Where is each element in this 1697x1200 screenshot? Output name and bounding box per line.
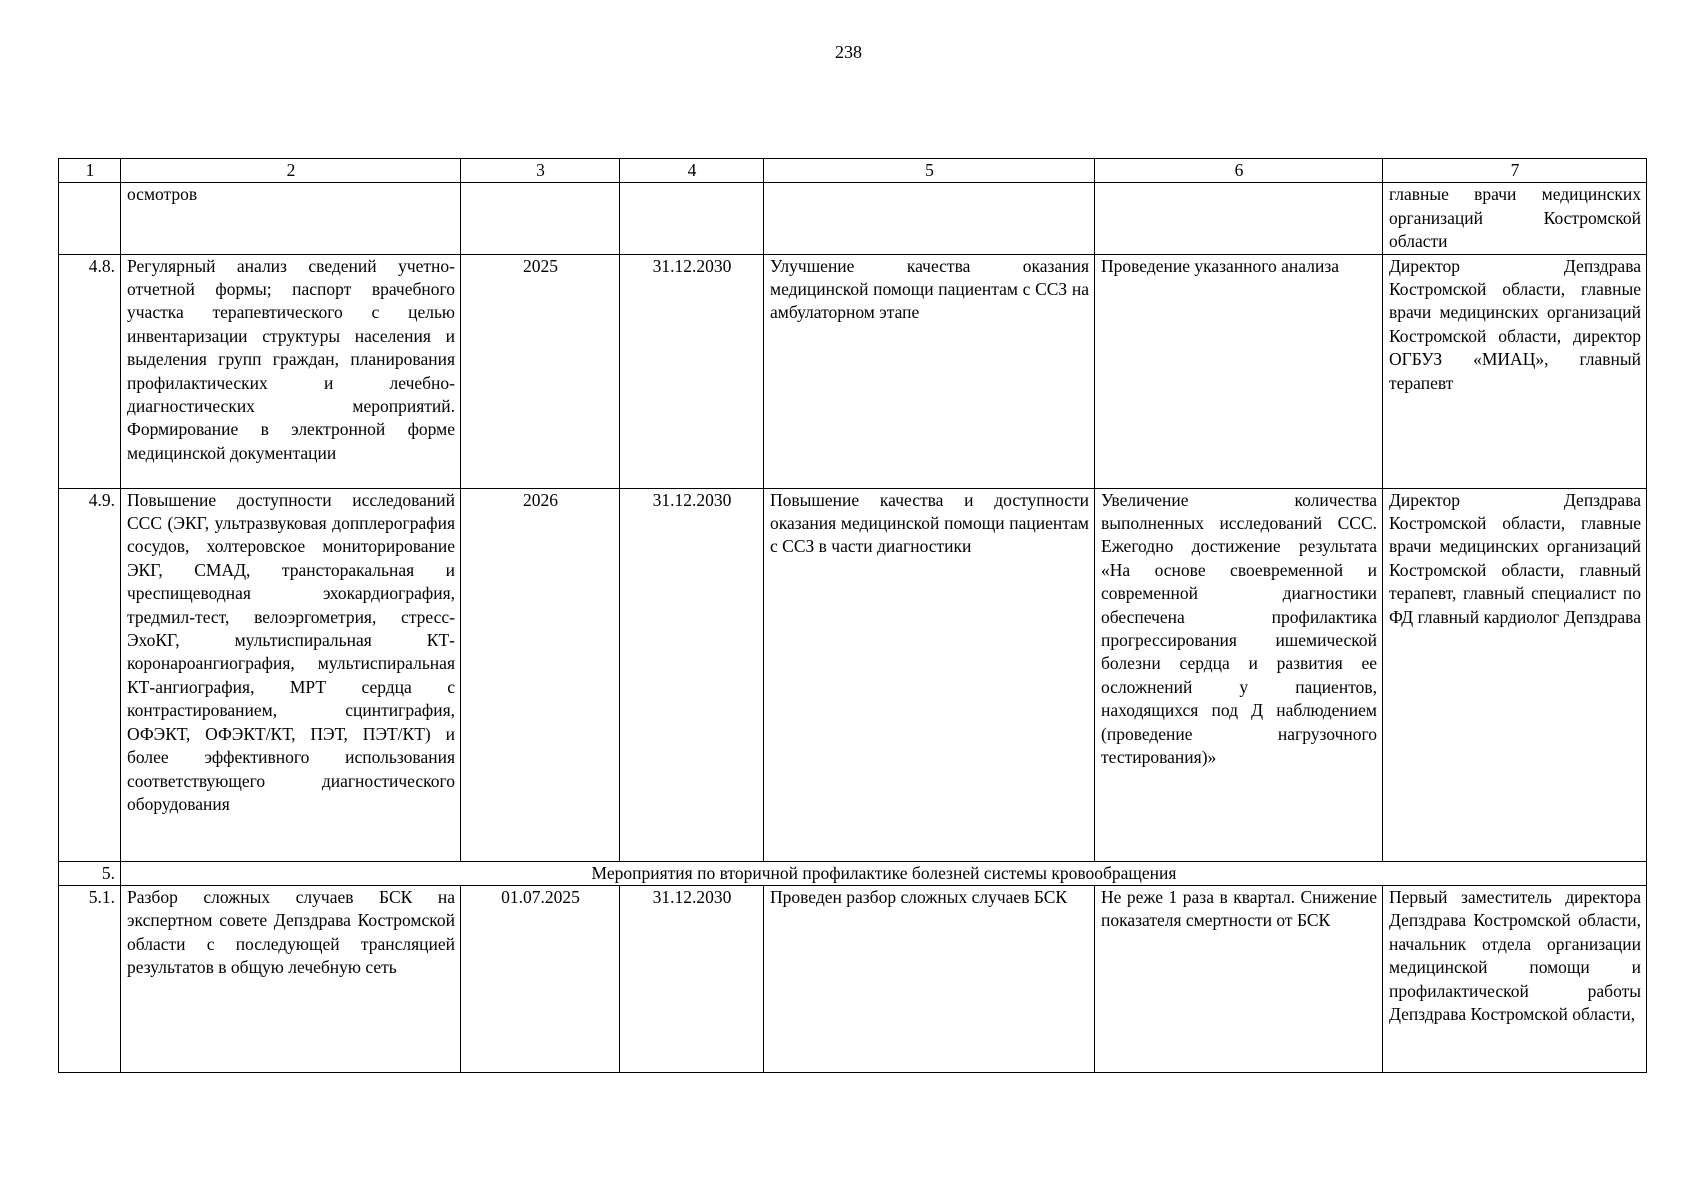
table-header-row xyxy=(59,159,1647,183)
responsible-cell: Директор Депздрава Костромской области, главные врачи медицинских организаций Костромской области, главный терапевт, главный специалист по ФД главный кардиолог Депздрава xyxy=(1383,488,1647,861)
table-row xyxy=(59,254,1647,488)
indicator-cell xyxy=(1095,183,1383,254)
column-header: 1 xyxy=(59,159,121,183)
end-cell: 31.12.2030 xyxy=(620,886,764,1073)
table-row xyxy=(59,886,1647,1073)
column-header: 5 xyxy=(764,159,1095,183)
start-cell xyxy=(461,183,620,254)
row-number xyxy=(59,183,121,254)
end-cell: 31.12.2030 xyxy=(620,488,764,861)
table-row xyxy=(59,183,1647,254)
section-row xyxy=(59,861,1647,885)
measure-cell: Повышение доступности исследований ССС (ЭКГ, ультразвуковая допплерография сосудов, холтеровское мониторирование ЭКГ, СМАД, трансторакальная и чреспищеводная эхокардиография, тредмил-тест, велоэргометрия, стресс-ЭхоКГ, мультиспиральная КТ-коронароангиография, мультиспиральная КТ-ангиография, МРТ сердца с контрастированием, сцинтиграфия, ОФЭКТ, ОФЭКТ/КТ, ПЭТ, ПЭТ/КТ) и более эффективного использования соответствующего диагностического оборудования xyxy=(121,488,461,861)
row-number: 4.9. xyxy=(59,488,121,861)
column-header: 6 xyxy=(1095,159,1383,183)
column-header: 4 xyxy=(620,159,764,183)
measure-cell: Регулярный анализ сведений учетно-отчетной формы; паспорт врачебного участка терапевтического с целью инвентаризации структуры населения и выделения групп граждан, планирования профилактических и лечебно-диагностических мероприятий. Формирование в электронной форме медицинской документации xyxy=(121,254,461,488)
result-cell: Повышение качества и доступности оказания медицинской помощи пациентам с ССЗ в части диагностики xyxy=(764,488,1095,861)
section-number: 5. xyxy=(59,861,121,885)
responsible-cell: главные врачи медицинских организаций Костромской области xyxy=(1383,183,1647,254)
page-number: 238 xyxy=(835,42,862,62)
column-header: 2 xyxy=(121,159,461,183)
row-number: 4.8. xyxy=(59,254,121,488)
indicator-cell: Проведение указанного анализа xyxy=(1095,254,1383,488)
end-cell: 31.12.2030 xyxy=(620,254,764,488)
result-cell xyxy=(764,183,1095,254)
column-header: 7 xyxy=(1383,159,1647,183)
result-cell: Проведен разбор сложных случаев БСК xyxy=(764,886,1095,1073)
result-cell: Улучшение качества оказания медицинской помощи пациентам с ССЗ на амбулаторном этапе xyxy=(764,254,1095,488)
measure-cell: осмотров xyxy=(121,183,461,254)
end-cell xyxy=(620,183,764,254)
row-number: 5.1. xyxy=(59,886,121,1073)
responsible-cell: Первый заместитель директора Депздрава Костромской области, начальник отдела организации медицинской помощи и профилактической работы Депздрава Костромской области, xyxy=(1383,886,1647,1073)
start-cell: 01.07.2025 xyxy=(461,886,620,1073)
section-title: Мероприятия по вторичной профилактике болезней системы кровообращения xyxy=(121,861,1647,885)
indicator-cell: Не реже 1 раза в квартал. Снижение показателя смертности от БСК xyxy=(1095,886,1383,1073)
start-cell: 2025 xyxy=(461,254,620,488)
table-row xyxy=(59,488,1647,861)
measure-cell: Разбор сложных случаев БСК на экспертном совете Депздрава Костромской области с последующей трансляцией результатов в общую лечебную сеть xyxy=(121,886,461,1073)
responsible-cell: Директор Депздрава Костромской области, главные врачи медицинских организаций Костромской области, директор ОГБУЗ «МИАЦ», главный терапевт xyxy=(1383,254,1647,488)
indicator-cell: Увеличение количества выполненных исследований ССС. Ежегодно достижение результата «На основе своевременной и современной диагностики обеспечена профилактика прогрессирования ишемической болезни сердца и развития ее осложнений у пациентов, находящихся под Д наблюдением (проведение нагрузочного тестирования)» xyxy=(1095,488,1383,861)
start-cell: 2026 xyxy=(461,488,620,861)
column-header: 3 xyxy=(461,159,620,183)
measures-table xyxy=(58,158,1647,1073)
